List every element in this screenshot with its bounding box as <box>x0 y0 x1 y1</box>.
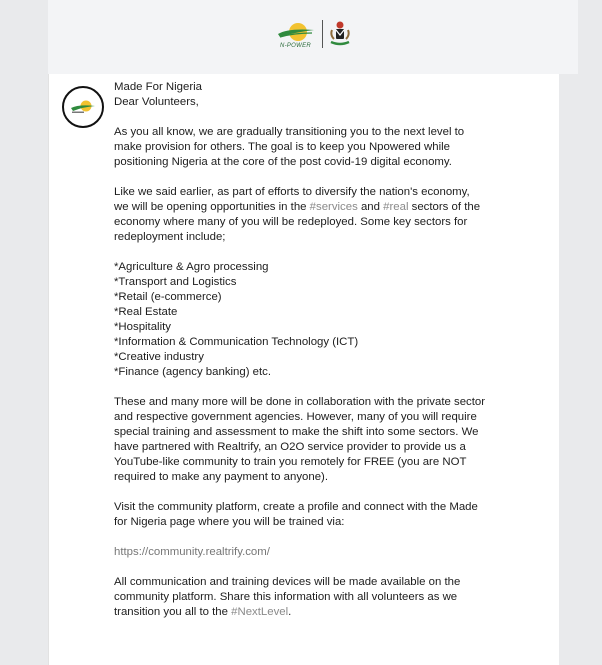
hashtag-real[interactable]: #real <box>383 201 409 213</box>
npower-logo <box>276 20 316 49</box>
sector-item: *Information & Communication Technology (ICT) <box>114 336 359 348</box>
sector-item: *Finance (agency banking) etc. <box>114 366 272 378</box>
sender-name: Made For Nigeria <box>114 81 202 93</box>
paragraph-text: sectors of the economy where many of you will be redeployed. Some key sectors for redeployment include; <box>114 201 481 243</box>
app-header <box>48 0 578 74</box>
coat-of-arms-icon <box>329 19 351 49</box>
sector-item: *Retail (e-commerce) <box>114 291 222 303</box>
paragraph-closing <box>114 575 486 620</box>
paragraph-visit: Visit the community platform, create a profile and connect with the Made for Nigeria page where you will be trained via: <box>114 501 478 528</box>
paragraph-training: These and many more will be done in collaboration with the private sector and respective government agencies. However, many of you will require special training and assessment to make the shift into some sectors. We have partnered with Realtrify, an O2O service provider to provide us a YouTube-like community to train you remotely for FREE (you are NOT required to make any payment to anyone). <box>114 396 486 483</box>
sender-avatar[interactable] <box>62 86 104 128</box>
community-link[interactable]: https://community.realtrify.com/ <box>114 546 270 558</box>
paragraph-sectors-intro <box>114 185 486 245</box>
sector-item: *Real Estate <box>114 306 178 318</box>
sector-item: *Creative industry <box>114 351 204 363</box>
npower-sun-icon <box>276 20 316 42</box>
paragraph-text: . <box>288 606 292 618</box>
paragraph-intro: As you all know, we are gradually transitioning you to the next level to make provision for others. The goal is to keep you Npowered while positioning Nigeria at the core of the post covid-19 digital economy. <box>114 126 465 168</box>
hashtag-services[interactable]: #services <box>309 201 358 213</box>
npower-logo-text: N-POWER <box>279 42 312 49</box>
sector-item: *Transport and Logistics <box>114 276 237 288</box>
message-body <box>114 80 486 620</box>
npower-avatar-icon <box>70 99 96 115</box>
paragraph-text: Like we said earlier, as part of efforts to diversify the nation's economy, we will be opening opportunities in the <box>114 186 470 213</box>
sector-item: *Agriculture & Agro processing <box>114 261 269 273</box>
header-logos <box>276 19 351 49</box>
hashtag-nextlevel[interactable]: #NextLevel <box>231 606 289 618</box>
sector-item: *Hospitality <box>114 321 171 333</box>
greeting: Dear Volunteers, <box>114 96 199 108</box>
paragraph-text: and <box>357 201 384 213</box>
logo-divider <box>322 20 323 48</box>
paragraph-text: All communication and training devices will be made available on the community platform. Share this information with all volunteers as we transition you all to the <box>114 576 461 618</box>
